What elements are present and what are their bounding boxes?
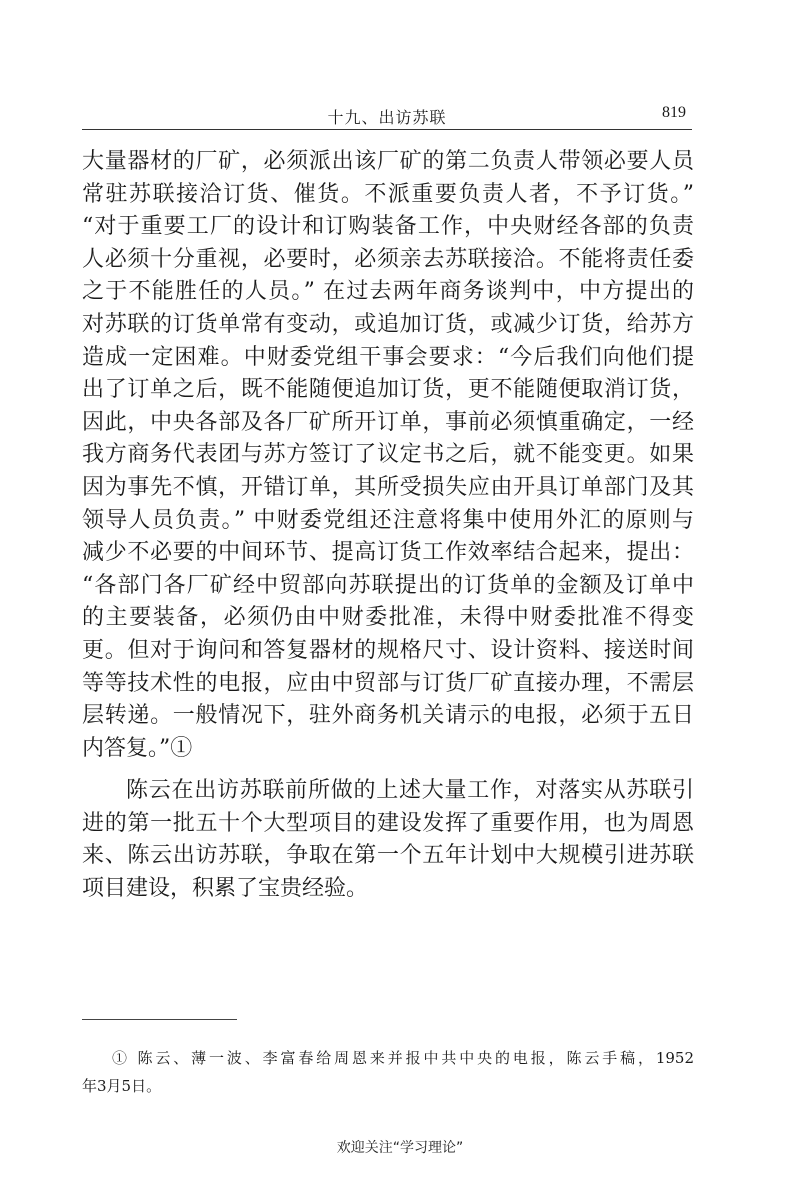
text-line: 内答复。”① xyxy=(82,735,193,761)
paragraph-gap xyxy=(82,765,694,775)
body-text xyxy=(82,146,694,906)
text-line: 因此，中央各部及各厂矿所开订单，事前必须慎重确定，一经 xyxy=(82,409,694,435)
watermark-caption: 欢迎关注“学习理论” xyxy=(336,1140,464,1156)
text-line: 我方商务代表团与苏方签订了议定书之后，就不能变更。如果 xyxy=(82,442,694,468)
text-line: 来、陈云出访苏联，争取在第一个五年计划中大规模引进苏联 xyxy=(82,843,694,869)
footnote xyxy=(82,1044,694,1100)
text-line: 进的第一批五十个大型项目的建设发挥了重要作用，也为周恩 xyxy=(82,810,694,836)
footnote-rule xyxy=(82,1019,237,1020)
text-line: 出了订单之后，既不能随便追加订货，更不能随便取消订货， xyxy=(82,377,694,403)
text-line: 大量器材的厂矿，必须派出该厂矿的第二负责人带领必要人员 xyxy=(82,149,694,174)
text-line: 造成一定困难。中财委党组干事会要求：“今后我们向他们提 xyxy=(82,344,694,370)
page-header xyxy=(82,103,692,130)
text-line: 之于不能胜任的人员。” 在过去两年商务谈判中，中方提出的 xyxy=(82,279,694,305)
text-line: “对于重要工厂的设计和订购装备工作，中央财经各部的负责 xyxy=(82,214,694,240)
text-line: 等等技术性的电报，应由中贸部与订货厂矿直接办理，不需层 xyxy=(82,670,694,696)
text-line: 人必须十分重视，必要时，必须亲去苏联接洽。不能将责任委 xyxy=(82,246,694,272)
page-number: 819 xyxy=(662,104,686,121)
text-line: 的主要装备，必须仍由中财委批准，未得中财委批准不得变 xyxy=(82,605,694,631)
text-line: 对苏联的订货单常有变动，或追加订货，或减少订货，给苏方 xyxy=(82,311,694,337)
paragraph-2 xyxy=(82,775,694,905)
text-line: 更。但对于询问和答复器材的规格尺寸、设计资料、接送时间 xyxy=(82,637,694,663)
paragraph-1 xyxy=(82,146,694,765)
text-line: 常驻苏联接洽订货、催货。不派重要负责人者，不予订货。” xyxy=(82,181,694,207)
text-line: 减少不必要的中间环节、提高订货工作效率结合起来，提出： xyxy=(82,540,694,566)
text-line: “各部门各厂矿经中贸部向苏联提出的订货单的金额及订单中 xyxy=(82,572,694,598)
running-title: 十九、出访苏联 xyxy=(327,108,447,127)
text-line: 项目建设，积累了宝贵经验。 xyxy=(82,876,369,902)
text-line: 因为事先不慎，开错订单，其所受损失应由开具订单部门及其 xyxy=(82,474,694,500)
footnote-line: ① 陈云、薄一波、李富春给周恩来并报中共中央的电报，陈云手稿，1952 xyxy=(112,1049,694,1067)
footnote-line: 年3月5日。 xyxy=(82,1077,162,1095)
text-line: 领导人员负责。” 中财委党组还注意将集中使用外汇的原则与 xyxy=(82,507,694,533)
text-line: 层转递。一般情况下，驻外商务机关请示的电报，必须于五日 xyxy=(82,703,694,729)
text-line: 陈云在出访苏联前所做的上述大量工作，对落实从苏联引 xyxy=(126,778,694,804)
